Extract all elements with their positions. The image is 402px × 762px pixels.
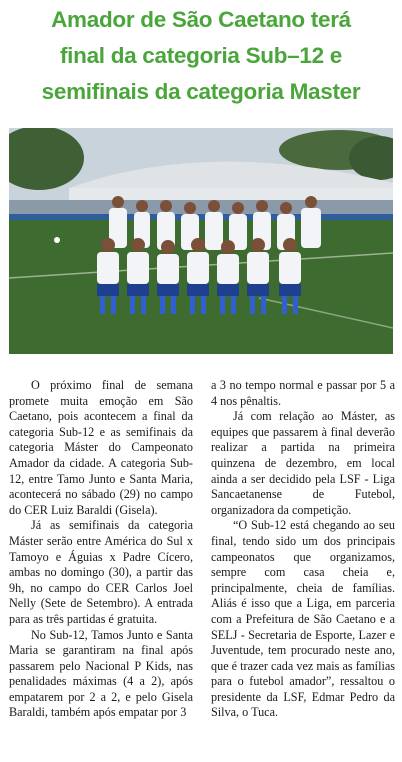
article-column-2 [211,378,395,721]
article-body [9,378,395,721]
paragraph: No Sub-12, Tamos Junto e Santa Maria se garantiram na final após passarem pelo Nacional P Kids, nas penalidades máximas (4 a 2), após empatarem por 2 a 2, e pelo Gisela Baraldi, também após empatar por 3 [9,627,193,720]
paragraph: Já as semifinais da categoria Máster serão entre América do Sul x Tamoyo e Águias x Padre Cícero, ambas no domingo (30), a partir das 9h, no campo do CER Carlos Joel Nelly (Sete de Setembro). A entrada para as três partidas é gratuita. [9,518,193,626]
paragraph: “O Sub-12 está chegando ao seu final, tendo sido um dos principais campeonatos que organizamos, sempre com casa cheia e, principalmente, cheia de famílias. Aliás é isso que a Liga, em parceria com a Prefeitura de São Caetano e a SELJ - Secretaria de Esporte, Lazer e Juventude, tem procurado neste ano, que é trazer cada vez mais as famílias para o futebol amador”, ressaltou o presidente da LSF, Edmar Pedro da Silva, o Tuca. [211,518,395,720]
paragraph: Já com relação ao Máster, as equipes que passarem à final deverão realizar a partida na primeira quinzena de dezembro, em local ainda a ser decidido pela LSF - Liga Sancaetanense de Futebol, organizadora da competição. [211,409,395,517]
paragraph: a 3 no tempo normal e passar por 5 a 4 nos pênaltis. [211,378,395,408]
article-column-1 [9,378,193,721]
team-photo-image [9,128,393,354]
headline-line-1: Amador de São Caetano terá [51,7,351,32]
headline [6,2,396,110]
headline-line-2: final da categoria Sub–12 e [59,43,342,68]
headline-line-3: semifinais da categoria Master [41,79,361,104]
paragraph: O próximo final de semana promete muita emoção em São Caetano, pois acontecem a final da categoria Sub-12 e as semifinais da categoria Máster do Campeonato Amador da cidade. A categoria Sub-12, entre Tamo Junto e Santa Maria, acontecerá no sábado (29) no campo do CER Luiz Baraldi (Gisela). [9,378,193,517]
team-photo [9,128,393,354]
